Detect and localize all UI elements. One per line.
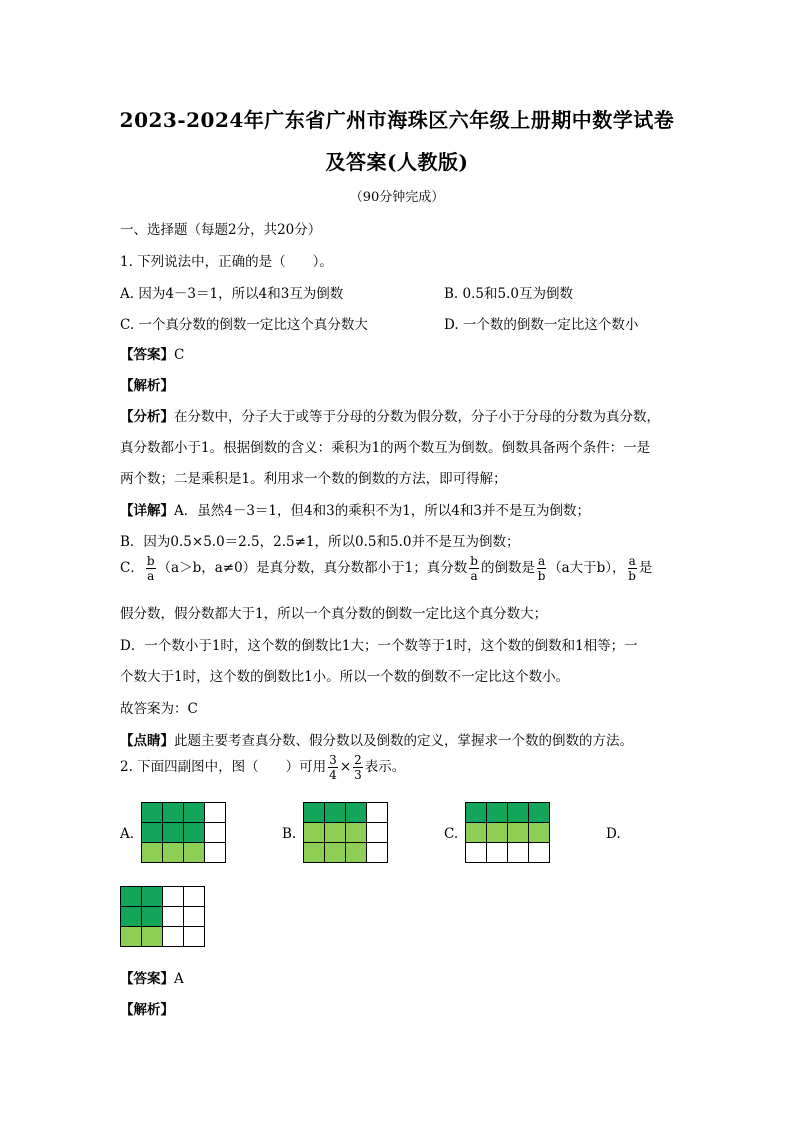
grid-cell <box>205 823 226 843</box>
q1-option-d: D. 一个数的倒数一定比这个数小 <box>444 317 639 333</box>
grid-cell <box>487 843 508 863</box>
grid-cell <box>325 803 346 823</box>
q1-answer <box>120 343 184 363</box>
grid-cell <box>466 823 487 843</box>
figure-d-label: D. <box>606 826 621 842</box>
grid-cell <box>121 887 142 907</box>
grid-cell <box>508 803 529 823</box>
figure-c-grid <box>465 802 550 863</box>
figure-d-grid <box>120 886 205 947</box>
grid-cell <box>121 927 142 947</box>
grid-cell <box>184 927 205 947</box>
q2-stem <box>120 754 405 781</box>
q1-detail-c-line-2: 假分数，假分数都大于1，所以一个真分数的倒数一定比这个真分数大； <box>120 606 548 622</box>
q1-option-c: C. 一个真分数的倒数一定比这个真分数大 <box>120 317 368 333</box>
fraction-denominator: a <box>147 569 155 583</box>
grid-cell <box>304 843 325 863</box>
q2-analysis-tag: 【解析】 <box>120 1002 174 1018</box>
q1-fenxi-line-3: 两个数；二是乘积是1。利用求一个数的倒数的方法，即可得解； <box>120 471 507 487</box>
grid-cell <box>466 843 487 863</box>
grid-cell <box>304 803 325 823</box>
fraction-b-over-a <box>146 555 156 582</box>
grid-cell <box>325 823 346 843</box>
q1-detail-d-line-1: D．一个数小于1时，这个数的倒数比1大；一个数等于1时，这个数的倒数和1相等；一 <box>120 638 638 654</box>
detail-c-text-1: （a＞b，a≠0）是真分数，真分数都小于1；真分数 <box>157 560 468 576</box>
answer-value: C <box>174 347 185 363</box>
fraction-denominator: a <box>470 569 478 583</box>
dianjing-text: 此题主要考查真分数、假分数以及倒数的定义，掌握求一个数的倒数的方法。 <box>174 733 633 749</box>
q1-final-answer: 故答案为：C <box>120 701 198 717</box>
grid-cell <box>142 887 163 907</box>
times-sign: × <box>339 759 352 775</box>
grid-cell <box>163 927 184 947</box>
grid-cell <box>346 843 367 863</box>
grid-cell <box>163 843 184 863</box>
q2-answer <box>120 967 184 987</box>
fraction-2-3 <box>353 754 363 781</box>
grid-cell <box>205 803 226 823</box>
q1-detail-c-line-1 <box>120 555 652 582</box>
fraction-denominator: 4 <box>329 768 337 782</box>
grid-cell <box>184 823 205 843</box>
q1-option-a: A. 因为4－3＝1，所以4和3互为倒数 <box>120 286 344 302</box>
grid-cell <box>163 907 184 927</box>
grid-cell <box>184 843 205 863</box>
grid-cell <box>346 803 367 823</box>
dianjing-tag: 【点睛】 <box>120 733 174 749</box>
q1-fenxi-line-2: 真分数都小于1。根据倒数的含义：乘积为1的两个数互为倒数。倒数具备两个条件：一是 <box>120 440 651 456</box>
q1-dianjing <box>120 729 633 749</box>
grid-cell <box>508 843 529 863</box>
figure-b-grid <box>303 802 388 863</box>
fenxi-tag: 【分析】 <box>120 409 174 425</box>
fraction-numerator: a <box>628 554 636 568</box>
grid-cell <box>163 823 184 843</box>
xiangjie-tag: 【详解】 <box>120 503 174 519</box>
grid-cell <box>325 843 346 863</box>
q1-fenxi-line-1 <box>120 405 660 425</box>
grid-cell <box>487 823 508 843</box>
q1-analysis-tag: 【解析】 <box>120 378 174 394</box>
detail-c-text-2: 的倒数是 <box>480 560 535 576</box>
q1-stem: 1. 下列说法中，正确的是（ ）。 <box>120 254 333 270</box>
fraction-numerator: b <box>146 554 155 568</box>
fraction-b-over-a <box>469 555 479 582</box>
grid-cell <box>529 843 550 863</box>
figure-c-label: C. <box>444 826 459 842</box>
answer-tag: 【答案】 <box>120 971 174 987</box>
fraction-numerator: b <box>470 554 478 568</box>
grid-cell <box>184 887 205 907</box>
fraction-numerator: 2 <box>354 753 362 767</box>
fraction-denominator: 3 <box>354 768 362 782</box>
grid-cell <box>508 823 529 843</box>
grid-cell <box>367 823 388 843</box>
grid-cell <box>142 823 163 843</box>
title-line-1: 2023-2024年广东省广州市海珠区六年级上册期中数学试卷 <box>119 108 675 132</box>
fraction-denominator: b <box>537 569 546 583</box>
grid-cell <box>184 907 205 927</box>
grid-cell <box>184 803 205 823</box>
grid-cell <box>142 803 163 823</box>
answer-value: A <box>174 971 184 987</box>
grid-cell <box>205 843 226 863</box>
detail-c-text-4: 是 <box>638 560 653 576</box>
q1-detail-b: B．因为0.5×5.0＝2.5，2.5≠1，所以0.5和5.0并不是互为倒数； <box>120 534 520 550</box>
fraction-a-over-b <box>628 555 637 582</box>
grid-cell <box>142 843 163 863</box>
fenxi-text-1: 在分数中，分子大于或等于分母的分数为假分数，分子小于分母的分数为真分数， <box>174 409 660 425</box>
fraction-3-4 <box>328 754 338 781</box>
grid-cell <box>367 843 388 863</box>
grid-cell <box>346 823 367 843</box>
fraction-numerator: 3 <box>329 753 337 767</box>
fraction-a-over-b <box>537 555 546 582</box>
answer-tag: 【答案】 <box>120 347 174 363</box>
q1-detail-d-line-2: 个数大于1时，这个数的倒数比1小。所以一个数的倒数不一定比这个数小。 <box>120 669 570 685</box>
grid-cell <box>487 803 508 823</box>
grid-cell <box>466 803 487 823</box>
title-line-2: 及答案(人教版) <box>325 150 469 174</box>
detail-c-text-3: （a大于b）， <box>548 560 626 576</box>
q2-stem-post: 表示。 <box>364 759 406 775</box>
grid-cell <box>367 803 388 823</box>
detail-a-text: A．虽然4－3＝1，但4和3的乘积不为1，所以4和3并不是互为倒数； <box>174 503 590 519</box>
q1-option-b: B. 0.5和5.0互为倒数 <box>444 286 573 302</box>
section-heading: 一、选择题（每题2分，共20分） <box>120 222 322 238</box>
fraction-numerator: a <box>537 554 546 568</box>
grid-cell <box>529 803 550 823</box>
figure-a-label: A. <box>120 826 135 842</box>
grid-cell <box>163 803 184 823</box>
grid-cell <box>142 927 163 947</box>
q2-stem-pre: 2. 下面四副图中，图（ ）可用 <box>120 759 327 775</box>
grid-cell <box>304 823 325 843</box>
figure-b-label: B. <box>282 826 297 842</box>
grid-cell <box>529 823 550 843</box>
subtitle: （90分钟完成） <box>349 190 445 205</box>
q1-detail-a <box>120 499 590 519</box>
fraction-denominator: b <box>628 569 636 583</box>
grid-cell <box>163 887 184 907</box>
detail-c-prefix: C． <box>120 560 144 576</box>
grid-cell <box>121 907 142 927</box>
figure-a-grid <box>141 802 226 863</box>
grid-cell <box>142 907 163 927</box>
